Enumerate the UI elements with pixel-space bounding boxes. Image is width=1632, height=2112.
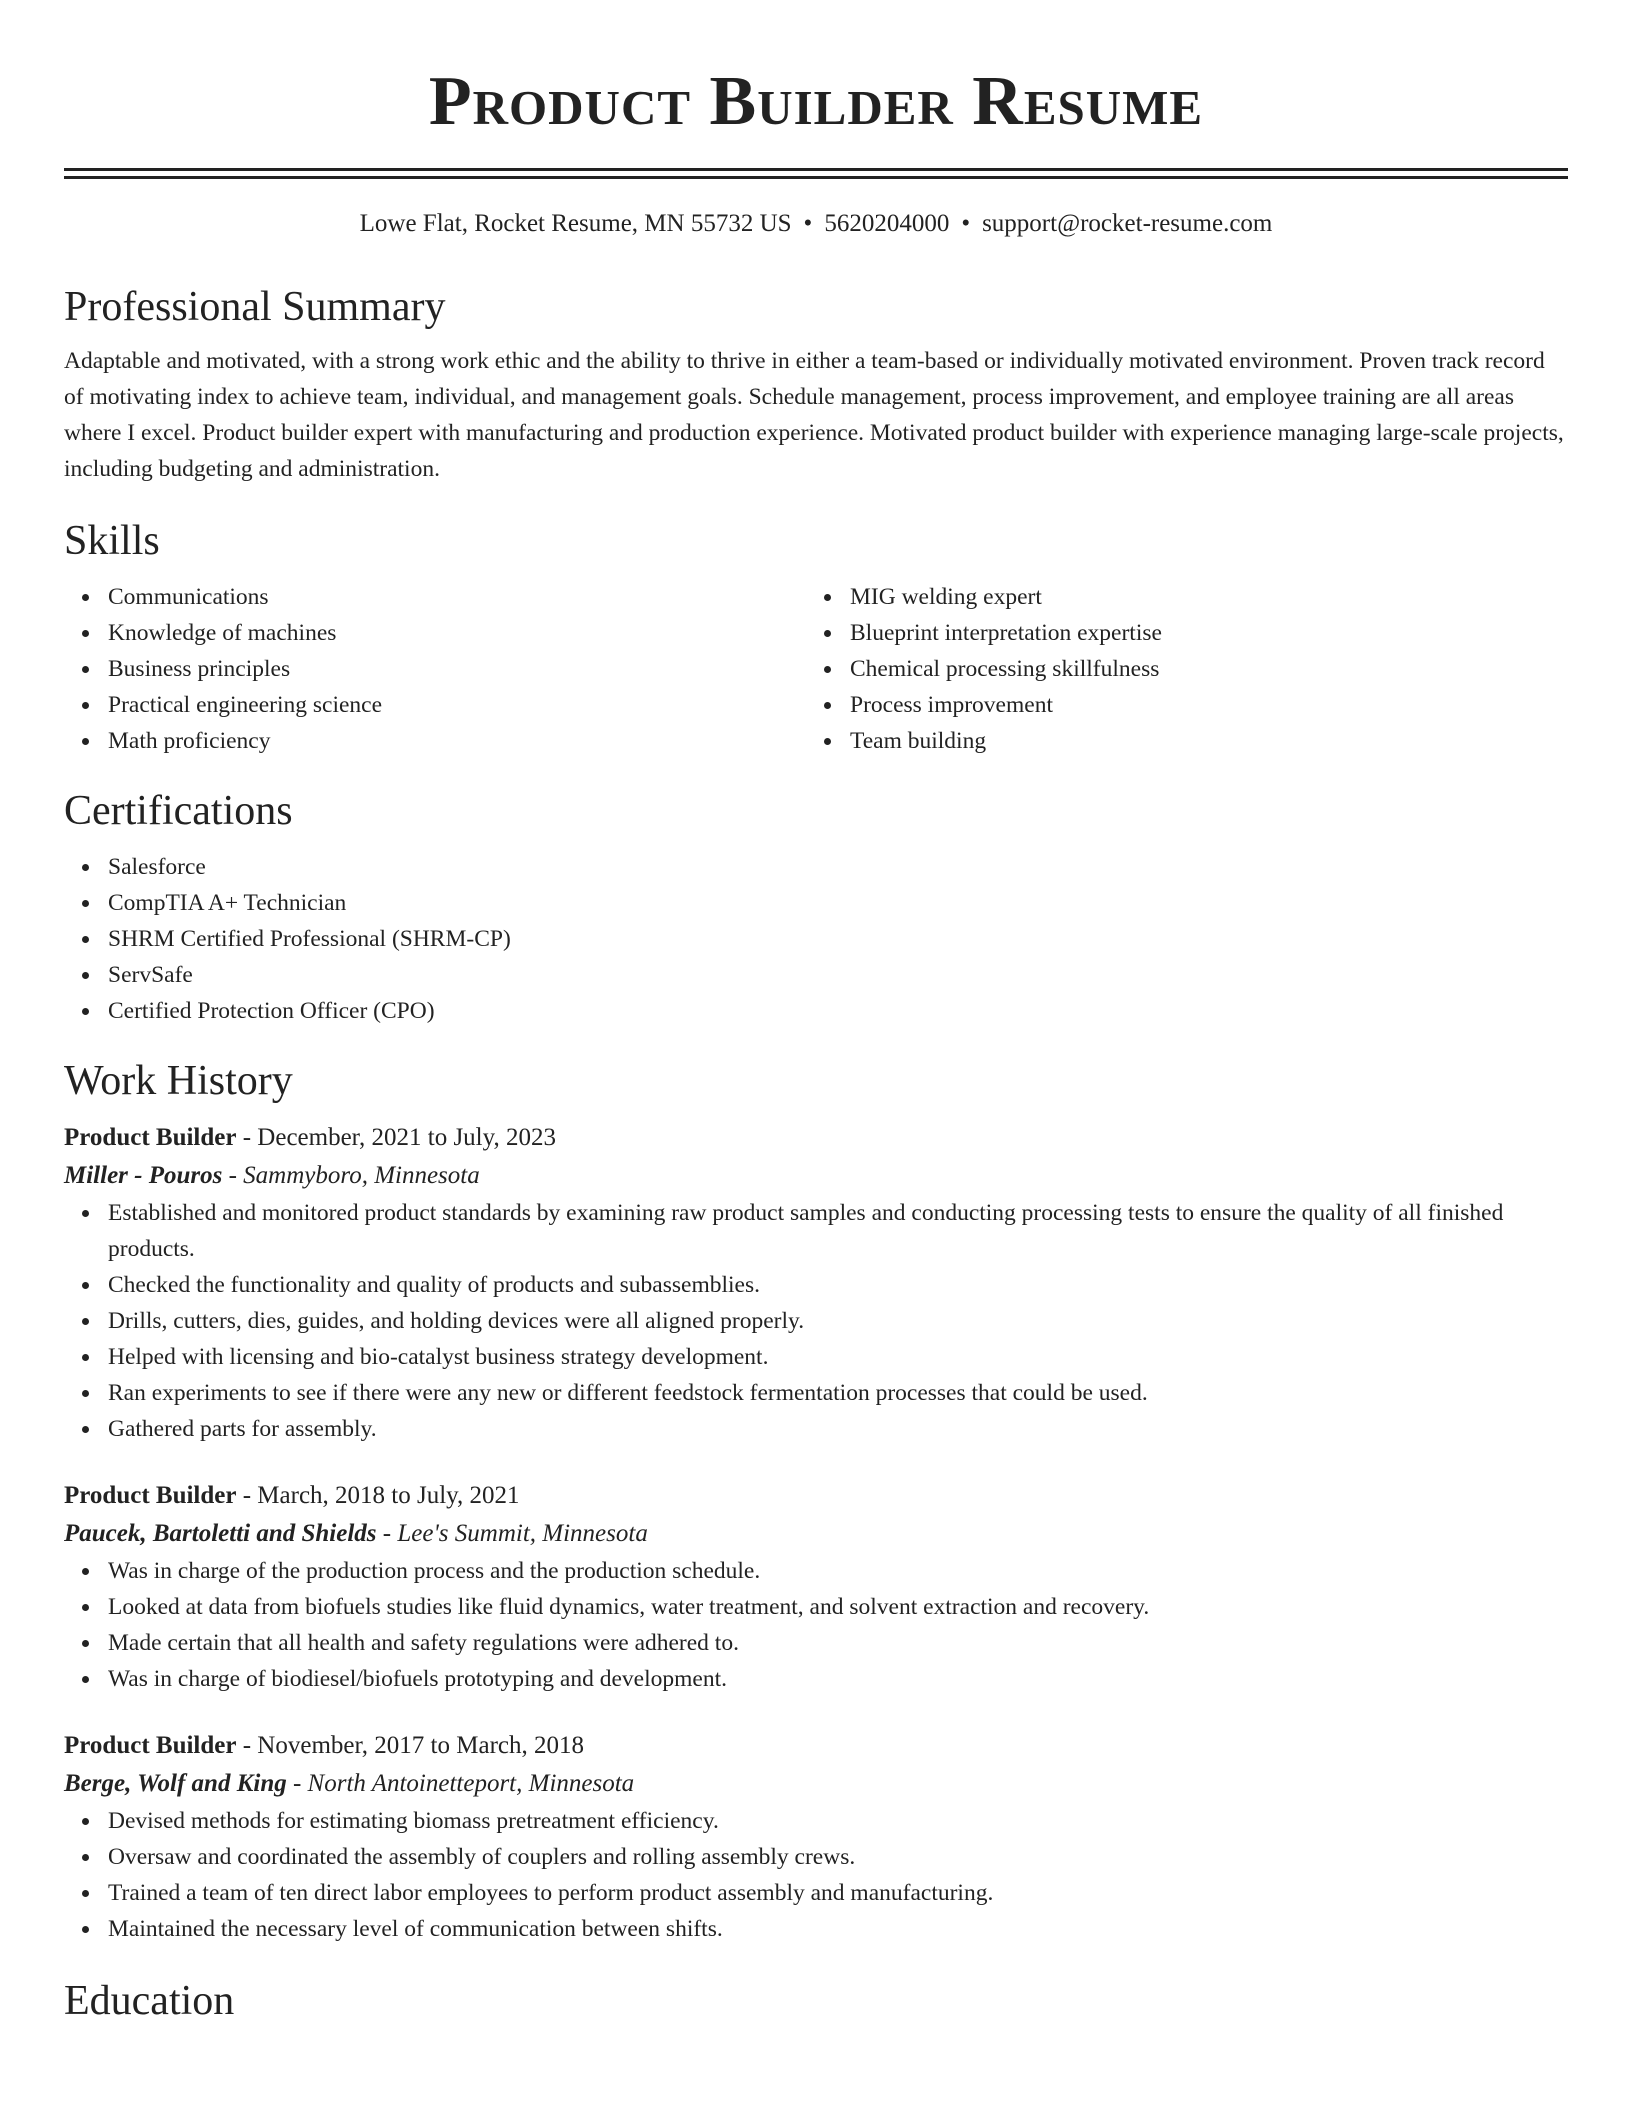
skill-item: MIG welding expert (806, 579, 1548, 615)
job-duty-item: Established and monitored product standards by examining raw product samples and conducting processing tests to ensure the quality of all finished products. (64, 1195, 1568, 1267)
skills-section (64, 515, 1568, 759)
education-heading: Education (64, 1978, 235, 2024)
job-duty-item: Was in charge of the production process and the production schedule. (64, 1553, 1568, 1589)
skills-column-right (806, 579, 1548, 759)
certification-item: SHRM Certified Professional (SHRM-CP) (64, 921, 1568, 957)
contact-address: Lowe Flat, Rocket Resume, MN 55732 US (359, 210, 792, 237)
job-role: Product Builder (64, 1732, 237, 1759)
job-duties-list (64, 1803, 1568, 1947)
skills-columns (64, 579, 1568, 759)
skills-heading: Skills (64, 518, 160, 564)
job-duty-item: Maintained the necessary level of communication between shifts. (64, 1911, 1568, 1947)
contact-email: support@rocket-resume.com (982, 210, 1273, 237)
job-duty-item: Was in charge of biodiesel/biofuels prototyping and development. (64, 1661, 1568, 1697)
skill-item: Blueprint interpretation expertise (806, 615, 1548, 651)
job-dates: - November, 2017 to March, 2018 (236, 1732, 585, 1759)
job-location: - North Antoinetteport, Minnesota (286, 1770, 635, 1797)
title-double-rule (64, 168, 1568, 179)
skills-list-left (64, 579, 806, 759)
job-company: Paucek, Bartoletti and Shields (64, 1520, 377, 1547)
job-duty-item: Helped with licensing and bio-catalyst business strategy development. (64, 1339, 1568, 1375)
skill-item: Chemical processing skillfulness (806, 651, 1548, 687)
job-duties-list (64, 1195, 1568, 1447)
certification-item: ServSafe (64, 957, 1568, 993)
contact-phone: 5620204000 (824, 210, 950, 237)
job-duties-list (64, 1553, 1568, 1697)
job-role: Product Builder (64, 1482, 237, 1509)
job-duty-item: Checked the functionality and quality of products and subassemblies. (64, 1267, 1568, 1303)
skills-column-left (64, 579, 806, 759)
certification-item: CompTIA A+ Technician (64, 885, 1568, 921)
job-company-line (64, 1157, 1568, 1195)
skill-item: Process improvement (806, 687, 1548, 723)
skills-list-right (806, 579, 1548, 759)
skill-item: Communications (64, 579, 806, 615)
summary-text: Adaptable and motivated, with a strong work ethic and the ability to thrive in either a team-based or individually motivated environment. Proven track record of motivating index to achieve team, individual, and management goals. Schedule management, process improvement, and employee training are all areas where I excel. Product builder expert with manufacturing and production experience. Motivated product builder with experience managing large-scale projects, including budgeting and administration. (64, 348, 1564, 482)
skill-item: Math proficiency (64, 723, 806, 759)
certifications-list (64, 849, 1568, 1029)
job-company-line (64, 1765, 1568, 1803)
summary-heading: Professional Summary (64, 284, 446, 330)
education-section (64, 1975, 1568, 2027)
certifications-heading: Certifications (64, 788, 293, 834)
job-duty-item: Looked at data from biofuels studies like fluid dynamics, water treatment, and solvent extraction and recovery. (64, 1589, 1568, 1625)
job-company: Miller - Pouros (64, 1162, 223, 1189)
job-duty-item: Ran experiments to see if there were any new or different feedstock fermentation processes that could be used. (64, 1375, 1568, 1411)
work-history-section (64, 1055, 1568, 1947)
skill-item: Business principles (64, 651, 806, 687)
contact-separator: • (961, 210, 971, 237)
skill-item: Practical engineering science (64, 687, 806, 723)
job-title-line (64, 1727, 1568, 1765)
page-title: Product Builder Resume (428, 63, 1204, 140)
job-duty-item: Made certain that all health and safety regulations were adhered to. (64, 1625, 1568, 1661)
certifications-section (64, 785, 1568, 1029)
job-duty-item: Gathered parts for assembly. (64, 1411, 1568, 1447)
job-title-line (64, 1119, 1568, 1157)
job-duty-item: Trained a team of ten direct labor employees to perform product assembly and manufacturing. (64, 1875, 1568, 1911)
job-dates: - December, 2021 to July, 2023 (236, 1124, 556, 1151)
job-entry (64, 1727, 1568, 1947)
skill-item: Knowledge of machines (64, 615, 806, 651)
job-title-line (64, 1477, 1568, 1515)
job-location: - Sammyboro, Minnesota (222, 1162, 480, 1189)
job-company-line (64, 1515, 1568, 1553)
certification-item: Salesforce (64, 849, 1568, 885)
certification-item: Certified Protection Officer (CPO) (64, 993, 1568, 1029)
resume-page (64, 0, 1568, 2027)
job-duty-item: Devised methods for estimating biomass pretreatment efficiency. (64, 1803, 1568, 1839)
job-company: Berge, Wolf and King (64, 1770, 287, 1797)
job-duty-item: Drills, cutters, dies, guides, and holding devices were all aligned properly. (64, 1303, 1568, 1339)
job-dates: - March, 2018 to July, 2021 (236, 1482, 520, 1509)
contact-separator: • (803, 210, 813, 237)
job-entry (64, 1119, 1568, 1447)
job-duty-item: Oversaw and coordinated the assembly of couplers and rolling assembly crews. (64, 1839, 1568, 1875)
job-entry (64, 1477, 1568, 1697)
summary-section (64, 281, 1568, 487)
contact-line (64, 207, 1568, 241)
work-history-heading: Work History (64, 1058, 293, 1104)
skill-item: Team building (806, 723, 1548, 759)
job-role: Product Builder (64, 1124, 237, 1151)
job-location: - Lee's Summit, Minnesota (376, 1520, 648, 1547)
